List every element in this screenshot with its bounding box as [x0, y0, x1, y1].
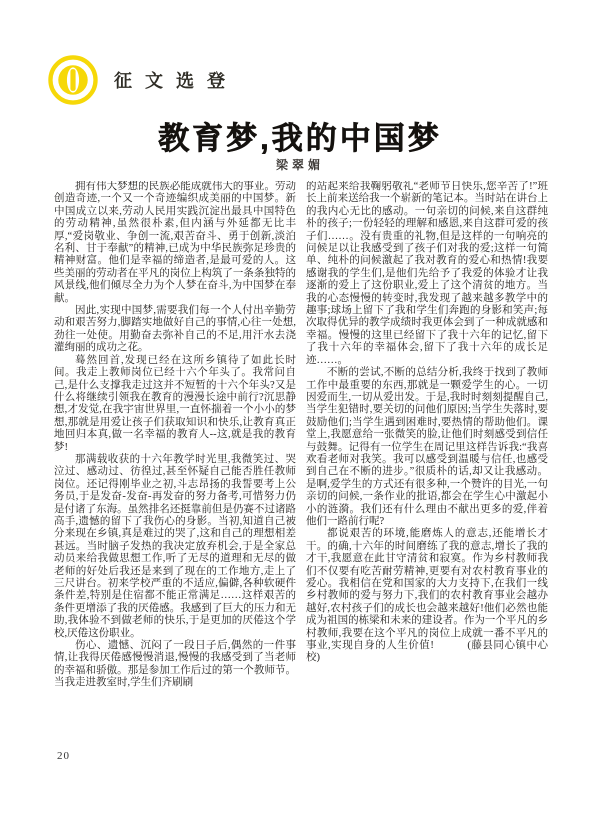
section-header [47, 54, 238, 106]
paragraph: 蓦然回首,发现已经在这所乡镇待了如此长时间。我走上教师岗位已经十六个年头了。我常问自己,是什么支撑我走过这并不短暂的十六个年头?又是什么将继续引领我在教育的漫漫长途中前行?沉思静想,才发觉,在我宇宙世界里,一直怀揣着一个小小的梦想,那就是用爱让孩子们获取知识和快乐,让教育真正地回归本真,做一名幸福的教育人--这,就是我的教育梦! [54, 354, 296, 453]
paragraph: 都说艰苦的环境,能磨炼人的意志,还能增长才干。的确,十六年的时间磨练了我的意志,增长了我的才干,我愿意在此甘守清贫和寂寞。作为乡村教师我们不仅要有吃苦耐劳精神,更要有对农村教育事业的爱心。我相信在党和国家的大力支持下,在我们一线乡村教师的爱与努力下,我们的农村教育事业会越办越好,农村孩子们的成长也会越来越好!他们必然也能成为祖国的栋梁和未来的建设者。作为一个平凡的乡村教师,我要在这个平凡的岗位上成就一番不平凡的事业,实现自身的人生价值! (藤县同心镇中心校) [306, 528, 548, 664]
section-badge-label: 征文选登 [114, 71, 238, 91]
article-title: 教育梦,我的中国梦 [158, 121, 442, 156]
article-body [54, 181, 548, 751]
text-column-right [306, 181, 548, 751]
page-number: 20 [57, 750, 70, 762]
paragraph: 那满载收获的十六年教学时光里,我微笑过、哭泣过、感动过、彷徨过,甚至怀疑自己能否胜任教师岗位。还记得刚毕业之初,斗志昂扬的我誓要考上公务员,于是发奋-发奋-再发奋的努力备考,可惜努力仍是付诸了东海。虽然排名还挺靠前但是仍赛不过诸路高手,遗憾的留下了我伤心的身影。当初,知道自己被分来现在乡镇,真是难过的哭了,这和自己的理想相差甚远。当时脑子发热的我决定放弃机会,于是全家总动员来给我做思想工作,听了无尽的道理和无尽的做老师的好处后我还是来到了现在的工作地方,走上了三尺讲台。初来学校严重的不适应,偏僻,各种软硬件条件差,特别是住宿都不能正常满足……这样艰苦的条件更增添了我的厌倦感。我感到了巨大的压力和无助,我体验不到做老师的快乐,于是更加的厌倦这个学校,厌倦这份职业。 [54, 453, 296, 639]
paragraph: 拥有伟大梦想的民族必能成就伟大的事业。劳动创造奇迹,一个又一个奇迹编织成美丽的中国梦。新中国成立以来,劳动人民用实践沉淀出最具中国特色的劳动精神,虽然很朴素,但内涵与外延都无比丰厚,“爱岗敬业、争创一流,艰苦奋斗、勇于创新,淡泊名利、甘于奉献”的精神,已成为中华民族弥足珍贵的精神财富。他们是幸福的缔造者,是最可爱的人。这些美丽的劳动者在平凡的岗位上构筑了一条条独特的风景线,他们倾尽全力为个人梦在奋斗,为中国梦在奉献。 [54, 181, 296, 304]
text-column-left [54, 181, 296, 751]
title-block [0, 113, 600, 158]
paragraph: 伤心、遗憾、沉闷了一段日子后,偶然的一件事情,让我得厌倦感慢慢消退,慢慢的我感受到了当老师的幸福和骄傲。那是参加工作后过的第一个教师节。当我走进教室时,学生们齐刷刷 [54, 640, 296, 689]
trade-union-emblem-icon [47, 54, 99, 106]
paragraph: 的站起来给我鞠躬敬礼“老师节日快乐,您辛苦了!”班长上前来送给我一个崭新的笔记本。当时站在讲台上的我内心无比的感动。一句亲切的问候,来自这群纯朴的孩子;一份轻轻的理解和感恩,来自这群可爱的孩子们……。没有贵重的礼物,但是这样的一句响亮的问候足以让我感受到了孩子们对我的爱;这样一句简单、纯朴的问候激起了我对教育的爱心和热情!我要感谢我的学生们,是他们先给予了我爱的体验才让我逐渐的爱上了这份职业,爱上了这个清贫的地方。当我的心态慢慢的转变时,我发现了越来越多教学中的趣事;球场上留下了我和学生们奔跑的身影和笑声;每次取得优异的教学成绩时我更体会到了一种成就感和幸福。慢慢的这里已经留下了我十六年的记忆,留下了我十六年的幸福体会,留下了我十六年的成长足迹……。 [306, 181, 548, 366]
paragraph: 因此,实现中国梦,需要我们每一个人付出辛勤劳动和艰苦努力,脚踏实地做好自己的事情,心往一处想,劲往一处使。用勤奋去弥补自己的不足,用汗水去浇灌绚丽的成功之花。 [54, 305, 296, 354]
paragraph: 不断的尝试,不断的总结分析,我终于找到了教师工作中最重要的东西,那就是一颗爱学生的心。一切因爱而生,一切从爱出发。于是,我时时刻刻提醒自己,当学生犯错时,要关切的问他们原因;当学生失落时,要鼓励他们;当学生遇到困难时,要热情的帮助他们。课堂上,我愿意给一张微笑的脸,让他们时刻感受到信任与鼓舞。记得有一位学生在周记里这样告诉我:“我喜欢看老师对我笑。我可以感受到温暖与信任,也感受到自己在不断的进步。”很质朴的话,却又让我感动。是啊,爱学生的方式还有很多种,一个赞许的目光,一句亲切的问候,一条作业的批语,都会在学生心中激起小小的涟漪。我们还有什么理由不献出更多的爱,伴着他们一路前行呢? [306, 367, 548, 527]
article-author: 梁翠媚 [275, 158, 324, 172]
